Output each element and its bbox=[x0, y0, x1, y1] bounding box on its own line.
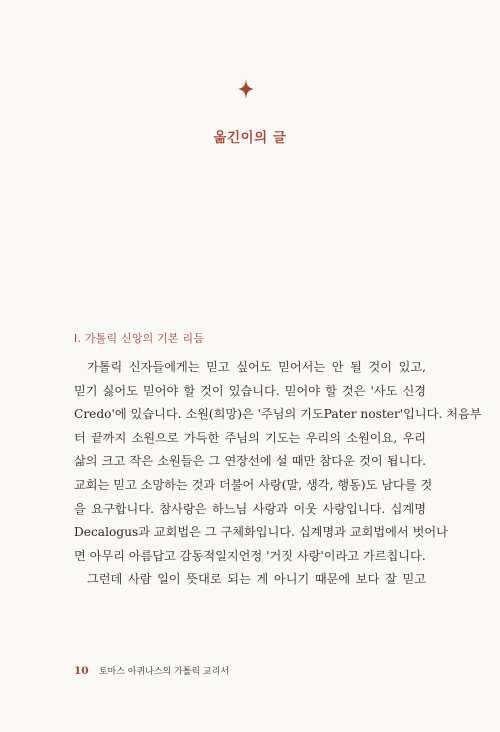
page-number: 10 bbox=[74, 665, 89, 677]
body-line: 터 끝까지 소원으로 가득한 주님의 기도는 우리의 소원이요, 우리 bbox=[74, 430, 426, 445]
body-line: 을 요구합니다. 참사랑은 하느님 사랑과 이웃 사랑입니다. 십계명 bbox=[74, 501, 426, 516]
running-book-title: 토마스 아퀴나스의 가톨릭 교리서 bbox=[98, 667, 230, 677]
star-ornament-icon bbox=[238, 79, 254, 99]
chapter-title: 옮긴이의 글 bbox=[213, 130, 287, 146]
body-line: Decalogus과 교회법은 그 구체화입니다. 십계명과 교회법에서 벗어나 bbox=[74, 525, 448, 540]
page-footer bbox=[74, 664, 229, 677]
section-heading: I. 가톨릭 신앙의 기본 리듬 bbox=[74, 332, 205, 345]
body-line: Credo'에 있습니다. 소원(희망)은 '주님의 기도Pater noster'입니다. 처음부 bbox=[74, 407, 482, 422]
body-line: 면 아무리 아름답고 감동적일지언정 '거짓 사랑'이라고 가르칩니다. bbox=[74, 548, 426, 563]
body-line: 그런데 사람 일이 뜻대로 되는 게 아니기 때문에 보다 잘 믿고 bbox=[87, 572, 426, 587]
body-text bbox=[74, 356, 482, 592]
body-line: 믿기 싫어도 믿어야 할 것이 있습니다. 믿어야 할 것은 '사도 신경 bbox=[74, 383, 426, 398]
body-line: 교회는 믿고 소망하는 것과 더불어 사랑(말, 생각, 행동)도 남다를 것 bbox=[74, 477, 433, 492]
body-line: 삶의 크고 작은 소원들은 그 연장선에 설 때만 참다운 것이 됩니다. bbox=[74, 454, 426, 469]
body-line: 가톨릭 신자들에게는 믿고 싶어도 믿어서는 안 될 것이 있고, bbox=[87, 360, 426, 374]
